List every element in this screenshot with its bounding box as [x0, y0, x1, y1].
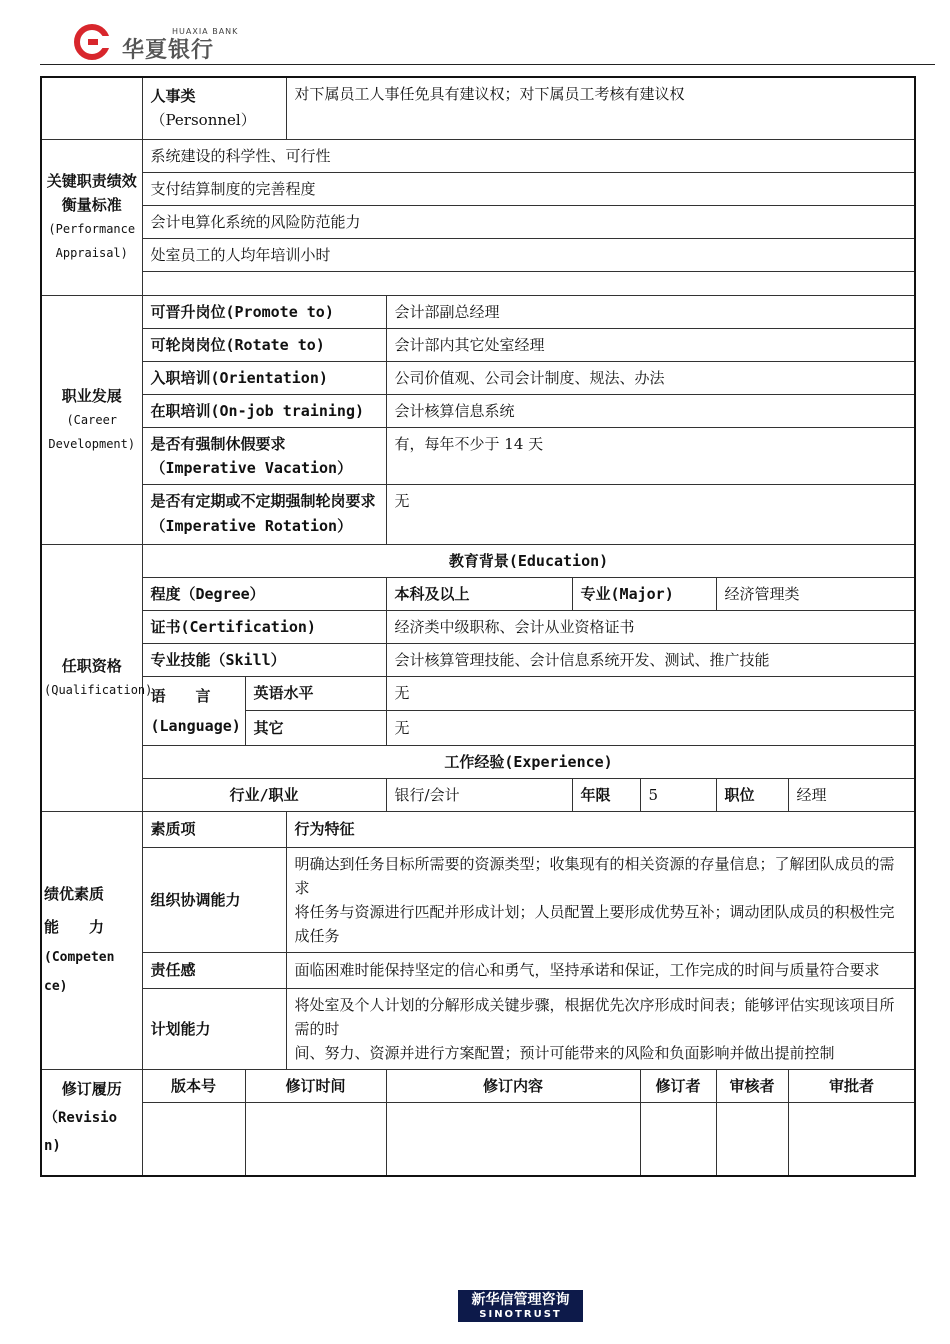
language-label-en: (Language) [150, 716, 241, 735]
page-header [0, 0, 950, 66]
personnel-row [41, 77, 915, 139]
competence-item: 组织协调能力 [142, 847, 286, 952]
competence-col-feature: 行为特征 [286, 811, 915, 847]
industry-label: 行业/职业 [142, 778, 386, 811]
career-title-en: (Career Development) [48, 412, 136, 451]
years-label: 年限 [572, 778, 640, 811]
revision-section-title [41, 1069, 142, 1176]
competence-feature-line: 明确达到任务目标所需要的资源类型；收集现有的相关资源的存量信息；了解团队成员的需求 [294, 854, 895, 897]
career-value: 会计部内其它处室经理 [386, 328, 915, 361]
competence-section-title [41, 811, 142, 1069]
career-value: 有，每年不少于 14 天 [386, 427, 915, 484]
career-section-title [41, 295, 142, 544]
revision-cell [142, 1102, 245, 1176]
career-title: 职业发展 [61, 386, 122, 405]
skill-label: 专业技能（Skill） [142, 643, 386, 676]
bank-name-cn: 华夏银行 [122, 38, 215, 63]
career-label: 在职培训(On-job training) [142, 394, 386, 427]
job-description-table [40, 76, 916, 1177]
revision-cell [716, 1102, 788, 1176]
qualification-title: 任职资格 [61, 656, 122, 675]
career-value: 公司价值观、公司会计制度、规法、办法 [386, 361, 915, 394]
years-value: 5 [640, 778, 716, 811]
revision-col: 审核者 [716, 1069, 788, 1102]
qualification-section-title [41, 544, 153, 811]
experience-title: 工作经验(Experience) [142, 745, 915, 778]
career-value: 无 [386, 484, 915, 544]
english-label: 英语水平 [245, 676, 386, 711]
performance-item [142, 271, 915, 295]
revision-title: 修订履历 [61, 1079, 122, 1098]
revision-title-en-1: （Revisio [44, 1109, 118, 1126]
language-label [142, 676, 245, 745]
competence-feature [286, 988, 915, 1069]
sinotrust-badge [458, 1290, 583, 1322]
competence-title-1: 绩优素质 [44, 885, 105, 904]
performance-title: 关键职责绩效衡量标准 [46, 172, 137, 214]
competence-feature-line: 将任务与资源进行匹配并形成计划；人员配置上要形成优势互补；调动团队成员的积极性完成任务 [294, 902, 895, 945]
performance-title-en: (Performance Appraisal) [48, 222, 136, 260]
competence-col-item: 素质项 [142, 811, 286, 847]
english-value: 无 [386, 676, 915, 711]
revision-col: 修订时间 [245, 1069, 386, 1102]
career-label: 入职培训(Orientation) [142, 361, 386, 394]
competence-item: 计划能力 [142, 988, 286, 1069]
degree-label: 程度（Degree） [142, 577, 386, 610]
career-label: 可晋升岗位(Promote to) [142, 295, 386, 328]
vacation-label: 是否有强制休假要求 [150, 434, 286, 453]
personnel-label-en: （Personnel） [150, 111, 256, 130]
revision-empty-row [41, 1102, 915, 1176]
qualification-title-en: (Qualification) [44, 682, 153, 697]
competence-feature-line: 间、努力、资源并进行方案配置；预计可能带来的风险和负面影响并做出提前控制 [294, 1043, 835, 1062]
performance-item: 处室员工的人均年培训小时 [142, 238, 915, 271]
personnel-label-cell [142, 77, 286, 139]
other-value: 无 [386, 711, 915, 746]
career-label [142, 427, 386, 484]
major-value: 经济管理类 [716, 577, 915, 610]
competence-item: 责任感 [142, 952, 286, 988]
skill-value: 会计核算管理技能、会计信息系统开发、测试、推广技能 [386, 643, 915, 676]
competence-title-2: 能 力 [44, 918, 105, 937]
revision-col: 版本号 [142, 1069, 245, 1102]
degree-value: 本科及以上 [386, 577, 572, 610]
career-label: 可轮岗岗位(Rotate to) [142, 328, 386, 361]
position-value: 经理 [788, 778, 915, 811]
competence-feature [286, 847, 915, 952]
bank-name-en: HUAXIA BANK [172, 27, 239, 36]
revision-col: 审批者 [788, 1069, 915, 1102]
performance-section-title [41, 139, 142, 295]
revision-cell [245, 1102, 386, 1176]
huaxia-bank-logo-icon [70, 24, 114, 60]
personnel-label: 人事类 [150, 87, 196, 106]
position-label: 职位 [716, 778, 788, 811]
header-divider [40, 64, 935, 65]
career-value: 会计部副总经理 [386, 295, 915, 328]
revision-title-en-2: n) [44, 1137, 61, 1154]
personnel-value: 对下属员工人事任免具有建议权；对下属员工考核有建议权 [286, 77, 915, 139]
major-label: 专业(Major) [572, 577, 716, 610]
revision-cell [788, 1102, 915, 1176]
performance-item: 会计电算化系统的风险防范能力 [142, 205, 915, 238]
sinotrust-en: SINOTRUST [479, 1309, 562, 1320]
other-label: 其它 [245, 711, 386, 746]
revision-cell [386, 1102, 640, 1176]
vacation-label-en: （Imperative Vacation） [150, 458, 353, 477]
career-value: 会计核算信息系统 [386, 394, 915, 427]
competence-title-en-1: (Competen [44, 950, 115, 966]
industry-value: 银行/会计 [386, 778, 572, 811]
performance-item: 系统建设的科学性、可行性 [142, 139, 915, 172]
revision-col: 修订者 [640, 1069, 716, 1102]
personnel-blank [41, 77, 142, 139]
language-label-cn: 语 言 [150, 686, 211, 705]
revision-col: 修订内容 [386, 1069, 640, 1102]
revision-cell [640, 1102, 716, 1176]
performance-item: 支付结算制度的完善程度 [142, 172, 915, 205]
competence-feature-line: 面临困难时能保持坚定的信心和勇气，坚持承诺和保证，工作完成的时间与质量符合要求 [294, 961, 880, 979]
competence-feature-line: 将处室及个人计划的分解形成关键步骤，根据优先次序形成时间表；能够评估实现该项目所需的时 [294, 995, 895, 1038]
cert-label: 证书(Certification) [142, 610, 386, 643]
career-label: 是否有定期或不定期强制轮岗要求（Imperative Rotation） [142, 484, 386, 544]
competence-feature [286, 952, 915, 988]
competence-title-en-2: ce) [44, 979, 68, 994]
cert-value: 经济类中级职称、会计从业资格证书 [386, 610, 915, 643]
sinotrust-cn: 新华信管理咨询 [471, 1292, 570, 1308]
education-title: 教育背景(Education) [142, 544, 915, 577]
